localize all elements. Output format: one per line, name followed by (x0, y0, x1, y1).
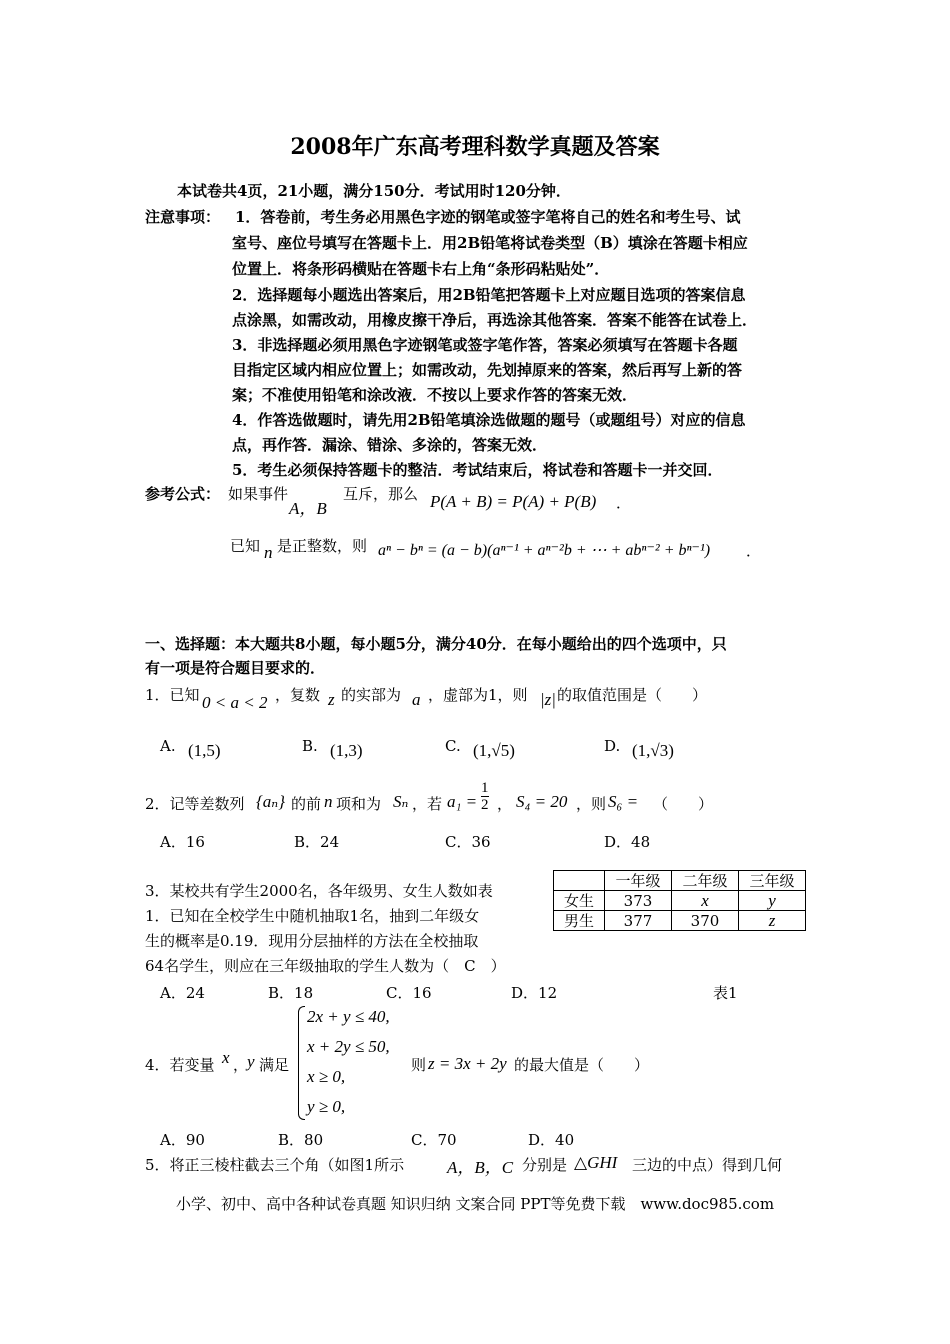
option-label: C. (445, 737, 461, 755)
section-heading: 有一项是符合题目要求的． (145, 659, 326, 677)
q3-line: 生的概率是0.19．现用分层抽样的方法在全校抽取 (145, 932, 479, 950)
q5-text: 5．将正三棱柱截去三个角（如图1所示 (145, 1156, 405, 1174)
option: A．90 (160, 1131, 205, 1149)
math-variable: z (328, 690, 335, 709)
math-expression: a₁ = (447, 792, 478, 811)
option: D．40 (528, 1131, 575, 1149)
q3-line: 64名学生，则应在三年级抽取的学生人数为（ C ） (145, 957, 506, 975)
math-expression: {aₙ} (256, 792, 285, 811)
section-heading: 一、选择题：本大题共8小题，每小题5分，满分40分．在每小题给出的四个选项中，只 (145, 635, 727, 653)
note-line: 3．非选择题必须用黑色字迹钢笔或签字笔作答，答案必须填写在答题卡各题 (232, 336, 738, 354)
system-brace (298, 1006, 305, 1120)
option: A．16 (160, 833, 205, 851)
option: B．18 (268, 984, 314, 1002)
note-line: 室号、座位号填写在答题卡上．用2B铅笔将试卷类型（B）填涂在答题卡相应 (232, 234, 748, 252)
math-expression: 0 < a < 2 (202, 693, 268, 712)
q4-text: 的最大值是（ ） (514, 1056, 650, 1074)
math-expression: |z| (540, 690, 556, 709)
option: B．80 (278, 1131, 324, 1149)
reference-text: 已知 (230, 537, 261, 555)
inequality: 2x + y ≤ 40, (307, 1007, 390, 1026)
table-header-cell: 一年级 (605, 871, 672, 891)
page-footer: 小学、初中、高中各种试卷真题 知识归纳 文案合同 PPT等免费下载 www.doc985.com (175, 1195, 775, 1213)
option: C．16 (386, 984, 432, 1002)
table-cell: x (672, 891, 739, 911)
table-cell: y (739, 891, 806, 911)
inequality: x + 2y ≤ 50, (307, 1037, 390, 1056)
note-line: 点涂黑，如需改动，用橡皮擦干净后，再选涂其他答案．答案不能答在试卷上． (232, 311, 758, 329)
math-expression: S₄ = 20 (516, 792, 568, 811)
q5-text: 分别是 (522, 1156, 568, 1174)
q2-text: （ ） (653, 795, 714, 813)
q1-text: 1．已知 (145, 686, 200, 704)
fraction (481, 780, 489, 813)
exam-intro: 本试卷共4页，21小题，满分150分．考试用时120分钟． (177, 182, 571, 200)
q4-text: ， (233, 1056, 249, 1074)
math-expression: S₆ = (608, 792, 639, 811)
inequality: x ≥ 0, (307, 1067, 346, 1086)
q5-text: 三边的中点）得到几何 (632, 1156, 783, 1174)
math-expression: A，B (289, 499, 327, 518)
note-line: 1．答卷前，考生务必用黑色字迹的钢笔或签字笔将自己的姓名和考生号、试 (235, 208, 741, 226)
q1-text: 的取值范围是（ ） (557, 686, 708, 704)
table-header-cell (554, 871, 605, 891)
q2-text: ， (497, 795, 513, 813)
math-expression: A，B，C (447, 1158, 514, 1177)
option-label: B. (302, 737, 318, 755)
option: A．24 (160, 984, 205, 1002)
note-line: 点，再作答．漏涂、错涂、多涂的，答案无效． (232, 436, 548, 454)
note-line: 4．作答选做题时，请先用2B铅笔填涂选做题的题号（或题组号）对应的信息 (232, 411, 746, 429)
math-expression: △GHI (574, 1153, 618, 1172)
q4-text: 满足 (259, 1056, 290, 1074)
note-line: 案；不准使用铅笔和涂改液．不按以上要求作答的答案无效． (232, 386, 638, 404)
table-header-cell: 三年级 (739, 871, 806, 891)
grade-table (553, 870, 806, 931)
note-line: 目指定区域内相应位置上；如需改动，先划掉原来的答案，然后再写上新的答 (232, 361, 743, 379)
q2-text: 2．记等差数列 (145, 795, 245, 813)
q1-text: ，复数 (275, 686, 321, 704)
option-value: (1,5) (188, 741, 221, 760)
math-variable: x (222, 1048, 230, 1067)
notes-label: 注意事项： (145, 208, 221, 226)
table-row (554, 891, 806, 911)
math-variable: a (412, 690, 421, 709)
q4-text: 则 (411, 1056, 427, 1074)
q3-line: 3．某校共有学生2000名，各年级男、女生人数如表 (145, 882, 493, 900)
math-expression: z = 3x + 2y (428, 1054, 507, 1073)
option: B．24 (294, 833, 340, 851)
inequality: y ≥ 0, (307, 1097, 346, 1116)
page-title: 2008年广东高考理科数学真题及答案 (290, 134, 660, 160)
table-row (554, 871, 806, 891)
math-formula: aⁿ − bⁿ = (a − b)(aⁿ⁻¹ + aⁿ⁻²b + ⋯ + abⁿ⁻² + bⁿ⁻¹) (378, 542, 711, 559)
q2-text: ，若 (412, 795, 443, 813)
fraction-denominator: 2 (481, 797, 489, 813)
note-line: 5．考生必须保持答题卡的整洁．考试结束后，将试卷和答题卡一并交回． (232, 461, 723, 479)
reference-text: 如果事件 (228, 485, 289, 503)
table-cell: 373 (605, 891, 672, 911)
option: C．36 (445, 833, 491, 851)
punctuation: ． (616, 494, 632, 512)
q4-text: 4．若变量 (145, 1056, 215, 1074)
math-variable: y (247, 1052, 255, 1071)
table-cell: 377 (605, 911, 672, 931)
reference-text: 是正整数，则 (277, 537, 368, 555)
q3-line: 1．已知在全校学生中随机抽取1名，抽到二年级女 (145, 907, 480, 925)
q1-text: ，虚部为1，则 (428, 686, 528, 704)
note-line: 2．选择题每小题选出答案后，用2B铅笔把答题卡上对应题目选项的答案信息 (232, 286, 746, 304)
fraction-numerator: 1 (481, 780, 489, 796)
math-variable: n (264, 543, 273, 562)
q1-text: 的实部为 (341, 686, 402, 704)
q2-text: 项和为 (336, 795, 382, 813)
table-row (554, 911, 806, 931)
math-formula: P(A + B) = P(A) + P(B) (430, 492, 597, 511)
math-variable: n (324, 792, 333, 811)
note-line: 位置上．将条形码横贴在答题卡右上角“条形码粘贴处”． (232, 260, 610, 278)
punctuation: ． (746, 542, 762, 560)
table-cell: z (739, 911, 806, 931)
q2-text: ，则 (576, 795, 607, 813)
table-cell: 370 (672, 911, 739, 931)
option: D．12 (511, 984, 558, 1002)
table-header-cell: 二年级 (672, 871, 739, 891)
table-cell: 女生 (554, 891, 605, 911)
option-value: (1,√5) (473, 741, 515, 760)
reference-text: 互斥，那么 (343, 485, 419, 503)
option: C．70 (411, 1131, 457, 1149)
table-caption: 表1 (713, 984, 738, 1002)
option-label: A. (160, 737, 176, 755)
option: D．48 (604, 833, 651, 851)
option-value: (1,3) (330, 741, 363, 760)
option-value: (1,√3) (632, 741, 674, 760)
q2-text: 的前 (291, 795, 322, 813)
table-cell: 男生 (554, 911, 605, 931)
math-expression: Sₙ (393, 792, 409, 811)
reference-label: 参考公式： (145, 485, 221, 503)
option-label: D. (604, 737, 621, 755)
